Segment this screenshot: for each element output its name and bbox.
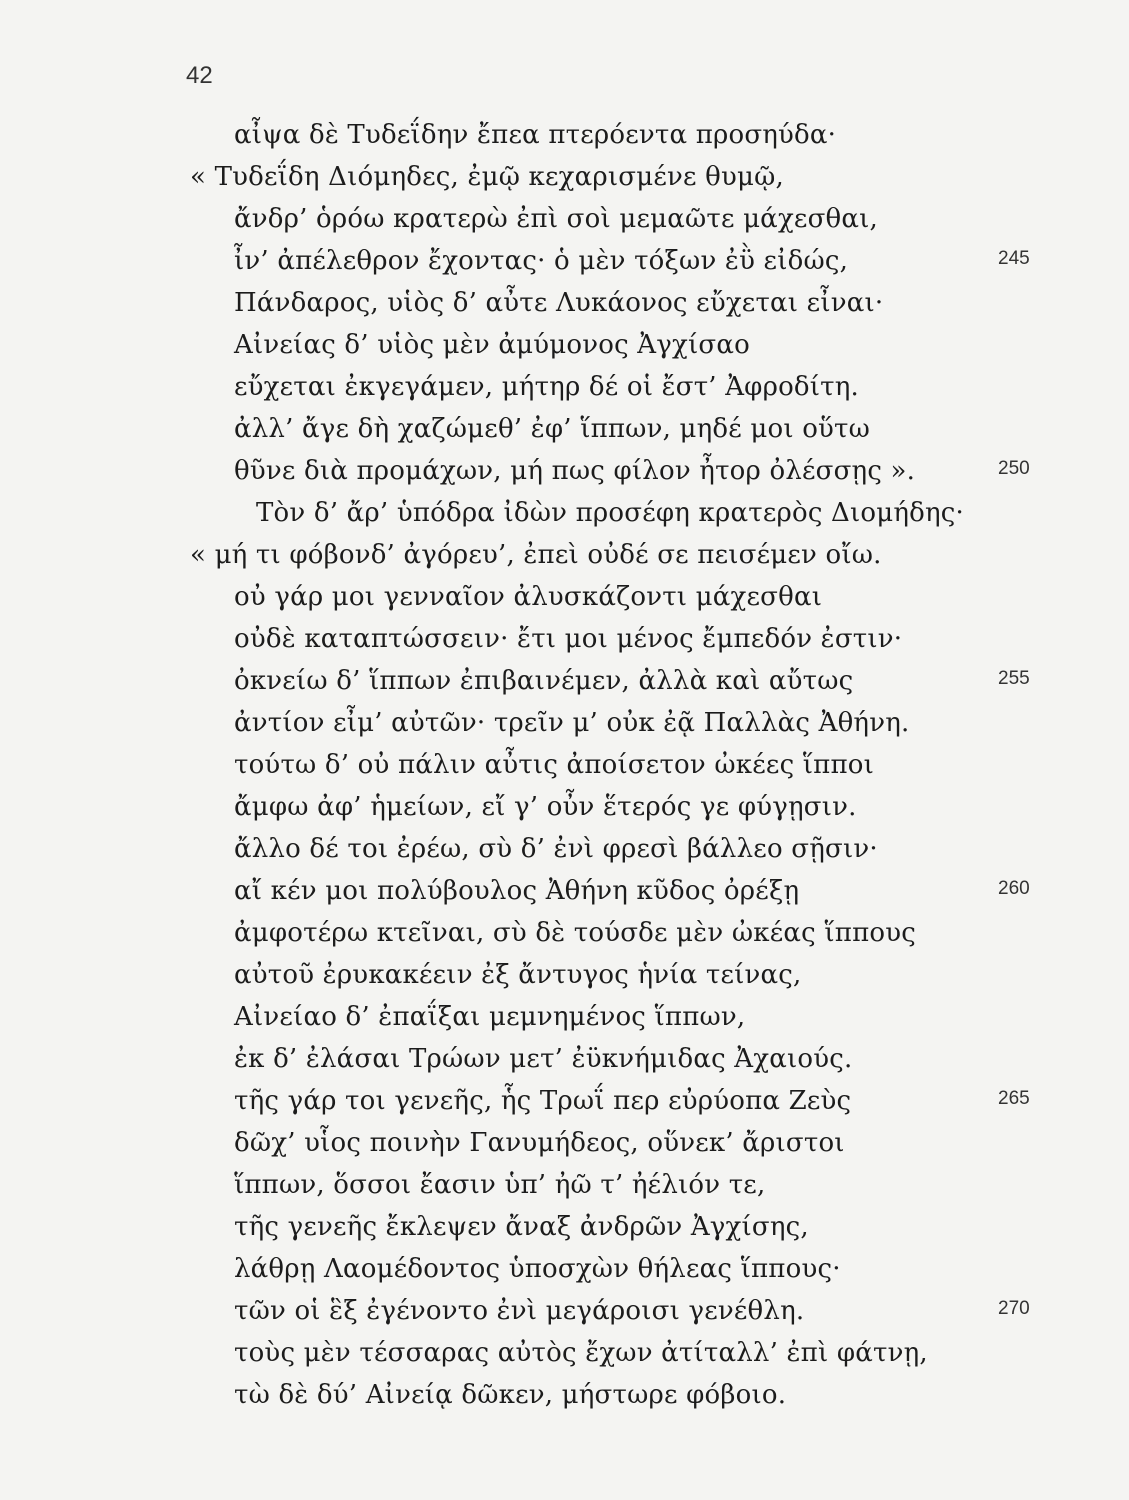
verse-line — [0, 1290, 1129, 1332]
verse-line — [0, 1374, 1129, 1416]
verse-line — [0, 702, 1129, 744]
verse-text: ἀντίον εἶμ’ αὐτῶν· τρεῖν μ’ οὐκ ἐᾷ Παλλὰς Ἀθήνη. — [234, 708, 910, 738]
line-number: 270 — [998, 1298, 1030, 1319]
verse-text: ἄλλο δέ τοι ἐρέω, σὺ δ’ ἐνὶ φρεσὶ βάλλεο σῇσιν· — [234, 834, 878, 864]
verse-text: τῆς γενεῆς ἔκλεψεν ἄναξ ἀνδρῶν Ἀγχίσης, — [234, 1212, 809, 1242]
verse-text: εὔχεται ἐκγεγάμεν, μήτηρ δέ οἱ ἔστ’ Ἀφροδίτη. — [234, 372, 860, 402]
verse-text: ἐκ δ’ ἐλάσαι Τρώων μετ’ ἐϋκνήμιδας Ἀχαιούς. — [234, 1044, 853, 1074]
verse-line — [0, 576, 1129, 618]
line-number: 255 — [998, 668, 1030, 689]
line-number: 260 — [998, 878, 1030, 899]
verse-line — [0, 786, 1129, 828]
verse-line — [0, 1122, 1129, 1164]
verse-text: Αἰνείας δ’ υἱὸς μὲν ἀμύμονος Ἀγχίσαο — [234, 330, 750, 360]
verse-text: ὀκνείω δ’ ἵππων ἐπιβαινέμεν, ἀλλὰ καὶ αὔτως — [234, 666, 854, 696]
verse-line — [0, 408, 1129, 450]
verse-text: τῆς γάρ τοι γενεῆς, ἧς Τρωΐ περ εὐρύοπα Ζεὺς — [234, 1086, 852, 1116]
verse-line — [0, 282, 1129, 324]
verse-line — [0, 996, 1129, 1038]
verse-text: « μή τι φόβονδ’ ἀγόρευ’, ἐπεὶ οὐδέ σε πεισέμεν οἴω. — [190, 540, 882, 570]
verse-line — [0, 198, 1129, 240]
verse-line — [0, 450, 1129, 492]
verse-text: ἀμφοτέρω κτεῖναι, σὺ δὲ τούσδε μὲν ὠκέας ἵππους — [234, 918, 916, 948]
verse-text: τοὺς μὲν τέσσαρας αὐτὸς ἔχων ἀτίταλλ’ ἐπὶ φάτνῃ, — [234, 1338, 928, 1368]
verse-line — [0, 366, 1129, 408]
verse-line — [0, 114, 1129, 156]
verse-text: αἶψα δὲ Τυδεΐδην ἔπεα πτερόεντα προσηύδα· — [234, 120, 837, 150]
verse-text: οὐδὲ καταπτώσσειν· ἔτι μοι μένος ἔμπεδόν ἐστιν· — [234, 624, 903, 654]
verse-text: τὼ δὲ δύ’ Αἰνείᾳ δῶκεν, μήστωρε φόβοιο. — [234, 1380, 787, 1410]
verse-line — [0, 954, 1129, 996]
verse-line — [0, 744, 1129, 786]
verse-line — [0, 912, 1129, 954]
verse-text: « Τυδεΐδη Διόμηδες, ἐμῷ κεχαρισμένε θυμῷ, — [190, 162, 784, 192]
verse-text: ἄμφω ἀφ’ ἡμείων, εἴ γ’ οὖν ἕτερός γε φύγῃσιν. — [234, 792, 857, 822]
verse-line — [0, 156, 1129, 198]
verse-text: Τὸν δ’ ἄρ’ ὑπόδρα ἰδὼν προσέφη κρατερὸς Διομήδης· — [256, 498, 965, 528]
verse-text: ἵππων, ὅσσοι ἔασιν ὑπ’ ἠῶ τ’ ἠέλιόν τε, — [234, 1170, 766, 1200]
verse-line — [0, 534, 1129, 576]
verse-line — [0, 618, 1129, 660]
verse-line — [0, 1332, 1129, 1374]
verse-line — [0, 870, 1129, 912]
verse-line — [0, 660, 1129, 702]
verse-line — [0, 324, 1129, 366]
verse-text: αἴ κέν μοι πολύβουλος Ἀθήνη κῦδος ὀρέξῃ — [234, 876, 800, 906]
verse-line — [0, 1080, 1129, 1122]
verse-text: ἶν’ ἀπέλεθρον ἔχοντας· ὁ μὲν τόξων ἐῢ εἰδώς, — [234, 246, 849, 276]
page-number: 42 — [186, 62, 213, 89]
verse-line — [0, 1038, 1129, 1080]
line-number: 250 — [998, 458, 1030, 479]
verse-line — [0, 240, 1129, 282]
verse-text: ἄνδρ’ ὁρόω κρατερὼ ἐπὶ σοὶ μεμαῶτε μάχεσθαι, — [234, 204, 878, 234]
verse-text: ἀλλ’ ἄγε δὴ χαζώμεθ’ ἐφ’ ἵππων, μηδέ μοι οὕτω — [234, 414, 871, 444]
verse-text: αὐτοῦ ἐρυκακέειν ἐξ ἄντυγος ἡνία τείνας, — [234, 960, 802, 990]
verse-line — [0, 828, 1129, 870]
verse-line — [0, 492, 1129, 534]
verse-text: δῶχ’ υἷος ποινὴν Γανυμήδεος, οὕνεκ’ ἄριστοι — [234, 1128, 845, 1158]
verse-text: λάθρῃ Λαομέδοντος ὑποσχὼν θήλεας ἵππους· — [234, 1254, 841, 1284]
verse-text: τῶν οἱ ἓξ ἐγένοντο ἐνὶ μεγάροισι γενέθλη. — [234, 1296, 805, 1326]
verse-text: οὐ γάρ μοι γενναῖον ἀλυσκάζοντι μάχεσθαι — [234, 582, 823, 612]
verse-line — [0, 1164, 1129, 1206]
verse-text: Πάνδαρος, υἱὸς δ’ αὖτε Λυκάονος εὔχεται εἶναι· — [234, 288, 884, 318]
verse-text: θῦνε διὰ προμάχων, μή πως φίλον ἦτορ ὀλέσσῃς ». — [234, 456, 916, 486]
line-number: 265 — [998, 1088, 1030, 1109]
verse-text: Αἰνείαο δ’ ἐπαΐξαι μεμνημένος ἵππων, — [234, 1002, 746, 1032]
verse-line — [0, 1206, 1129, 1248]
verse-text: τούτω δ’ οὐ πάλιν αὖτις ἀποίσετον ὠκέες ἵπποι — [234, 750, 875, 780]
line-number: 245 — [998, 248, 1030, 269]
verse-line — [0, 1248, 1129, 1290]
